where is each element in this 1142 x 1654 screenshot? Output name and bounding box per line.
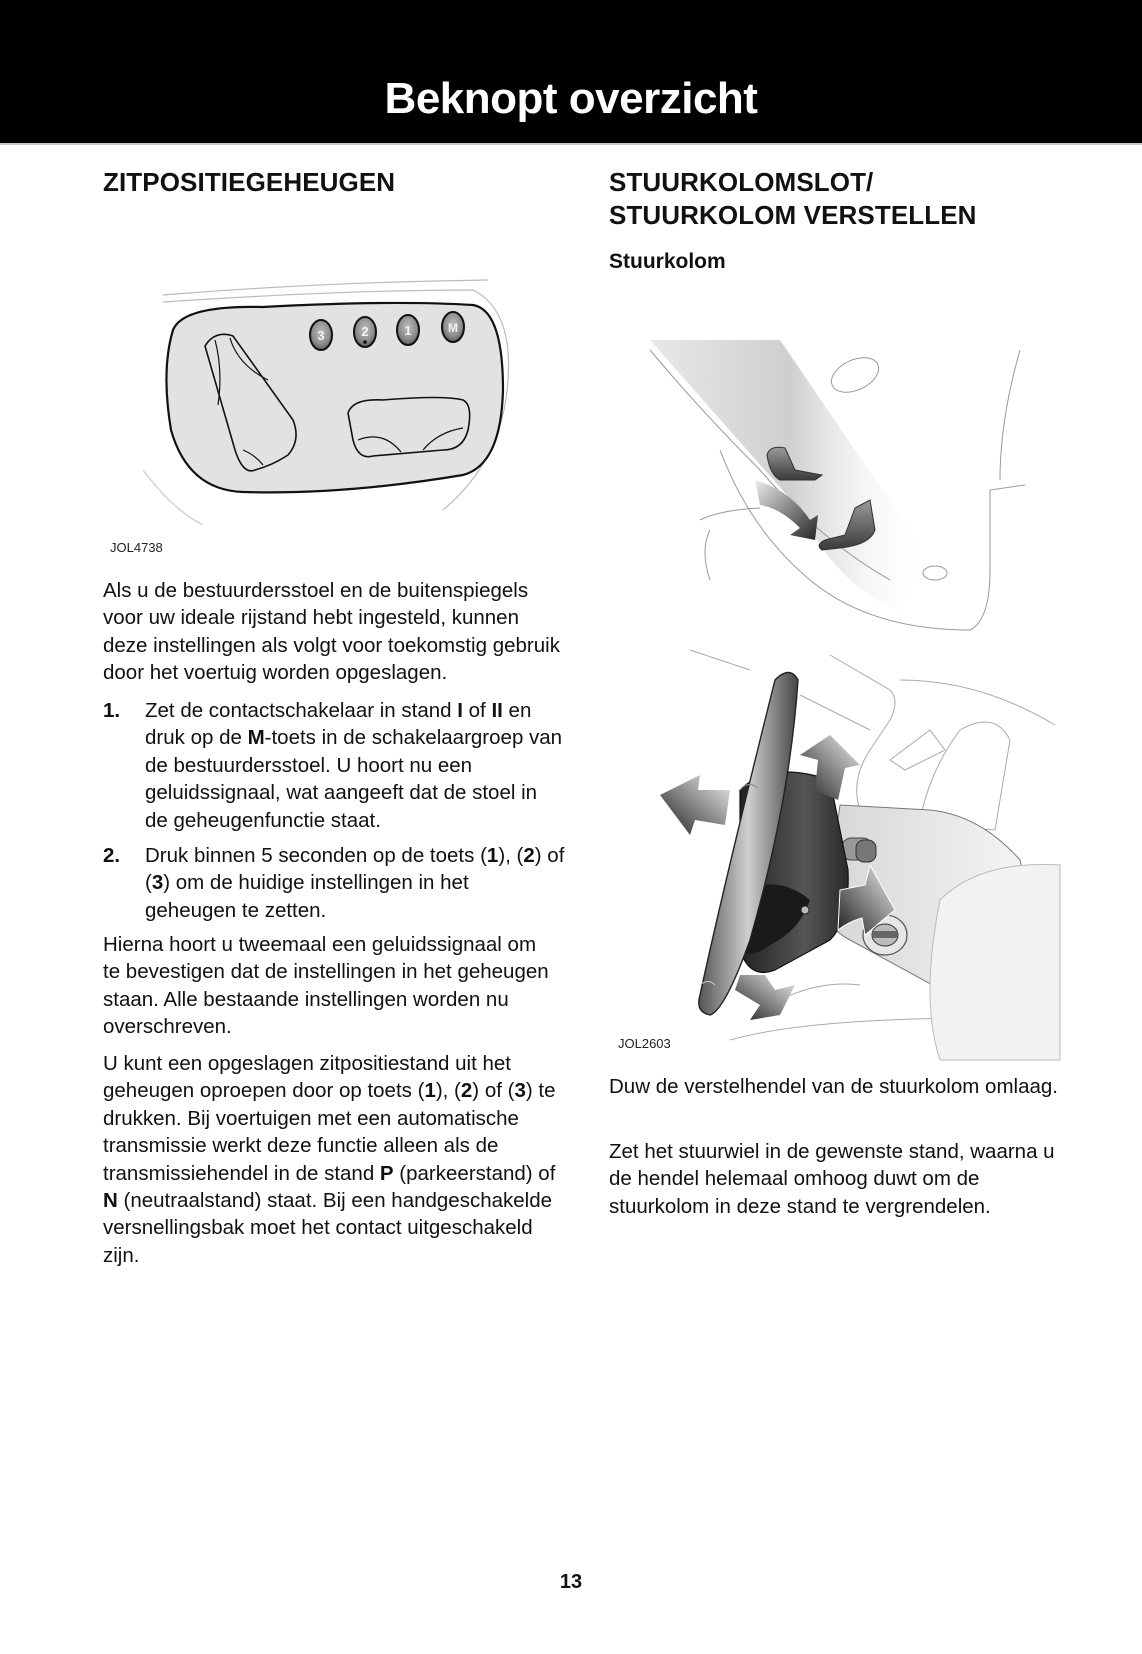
header-divider — [0, 143, 1142, 145]
memory-button-m-label: M — [448, 321, 458, 335]
lever-detail-illustration — [640, 330, 1030, 650]
knee-bolster — [930, 864, 1060, 1060]
figure-code: JOL4738 — [110, 540, 163, 555]
list-number: 2. — [103, 844, 121, 867]
memory-button-2[interactable] — [354, 317, 376, 347]
subheading-steering-column: Stuurkolom — [609, 250, 726, 273]
section-heading-steering-line2: STUURKOLOM VERSTELLEN — [609, 200, 977, 230]
memory-button-2-label: 2 — [361, 324, 369, 339]
confirm-paragraph: Hierna hoort u tweemaal een geluidssignaal om te bevestigen dat de instellingen in het geheugen staan. Alle bestaande instellingen worden nu overschreven. — [103, 933, 549, 1039]
lower-lever-paragraph: Duw de verstelhendel van de stuurkolom omlaag. — [609, 1075, 1058, 1098]
memory-button-1[interactable] — [397, 315, 419, 345]
memory-button-3[interactable] — [310, 320, 332, 350]
page-title: Beknopt overzicht — [384, 74, 758, 123]
figure-code: JOL2603 — [618, 1036, 671, 1051]
indicator-dot — [363, 340, 367, 344]
list-text: Zet de contactschakelaar in stand I of II en druk op de M-toets in de schakelaargroep van de bestuurdersstoel. U hoort nu een geluidssignaal, wat aangeeft dat de stoel in de geheugenfunctie staat. — [145, 699, 563, 832]
list-item — [103, 842, 568, 924]
header-band — [0, 0, 1142, 145]
screw — [801, 906, 809, 914]
section-heading-seat-memory: ZITPOSITIEGEHEUGEN — [103, 167, 396, 197]
list-number: 1. — [103, 699, 121, 722]
stalk-lever[interactable] — [842, 838, 876, 862]
set-wheel-paragraph: Zet het stuurwiel in de gewenste stand, waarna u de hendel helemaal omhoog duwt om de stuurkolom in deze stand te vergrendelen. — [609, 1140, 1055, 1218]
seat-memory-illustration — [143, 270, 523, 530]
page-number: 13 — [559, 1571, 583, 1593]
telescope-in-arrow-icon — [735, 975, 795, 1020]
memory-button-m[interactable] — [442, 312, 464, 342]
steering-wheel-illustration — [600, 640, 1060, 1060]
list-text: Druk binnen 5 seconden op de toets (1), (2) of (3) om de huidige instellingen in het geheugen te zetten. — [145, 844, 565, 922]
list-item — [103, 697, 568, 834]
section-heading-steering-line1: STUURKOLOMSLOT/ — [609, 167, 874, 197]
intro-paragraph: Als u de bestuurdersstoel en de buitenspiegels voor uw ideale rijstand hebt ingesteld, kunnen deze instellingen als volgt voor toekomstig gebruik door het voertuig worden opgeslagen. — [103, 579, 560, 685]
recall-paragraph: U kunt een opgeslagen zitpositiestand uit het geheugen oproepen door op toets (1), (2) of (3) te drukken. Bij voertuigen met een automatische transmissie werkt deze functie alleen als de transmissiehendel in de stand P (parkeerstand) of N (neutraalstand) staat. Bij een handgeschakelde versnellingsbak moet het contact uitgeschakeld zijn. — [103, 1052, 556, 1267]
memory-button-3-label: 3 — [317, 328, 325, 343]
telescope-out-arrow-icon — [660, 775, 730, 835]
memory-button-1-label: 1 — [404, 323, 412, 338]
